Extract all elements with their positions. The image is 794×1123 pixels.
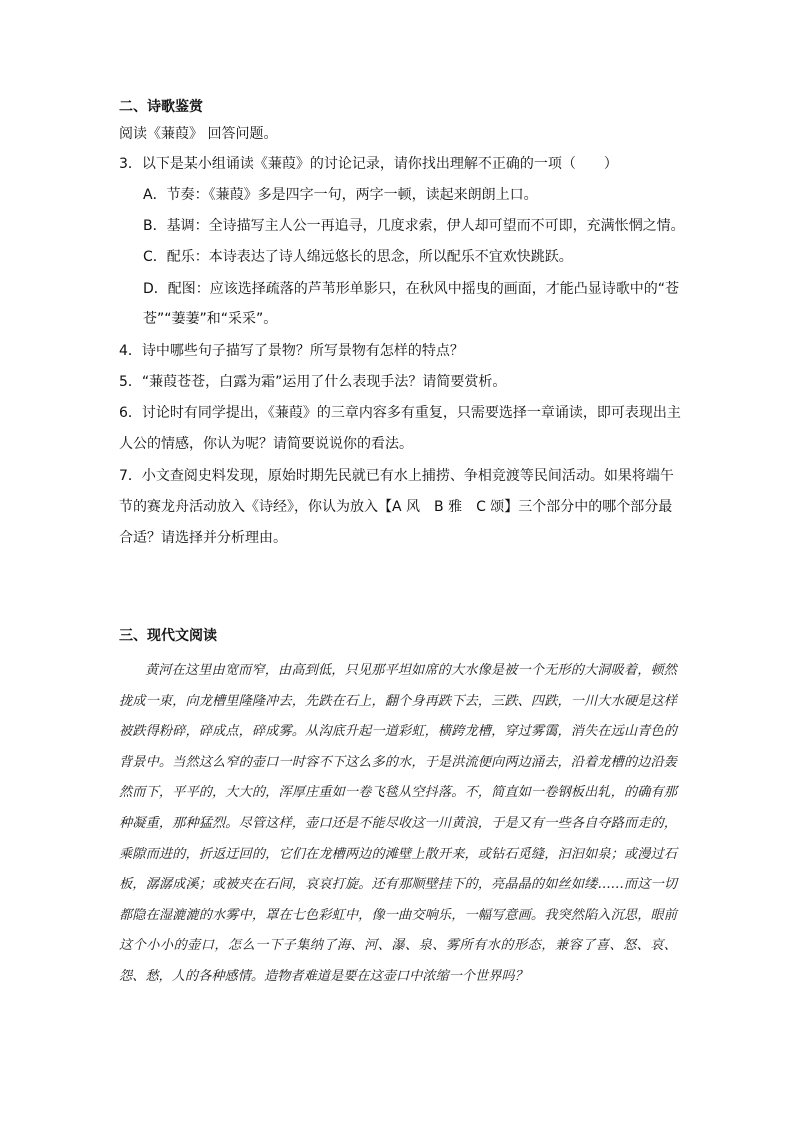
question-3-option-c: C．配乐：本诗表达了诗人绵远悠长的思念，所以配乐不宜欢快跳跃。 (143, 249, 573, 265)
question-7-line1: 7．小文查阅史料发现，原始时期先民就已有水上捕捞、争相竞渡等民间活动。如果将端午 (119, 468, 674, 484)
reading-instruction: 阅读《蒹葭》 回答问题。 (119, 126, 278, 142)
question-3-option-a: A．节奏：《蒹葭》多是四字一句，两字一顿，读起来朗朗上口。 (143, 187, 538, 203)
question-3-option-b: B．基调：全诗描写主人公一再追寻，几度求索，伊人却可望而不可即，充满怅惘之情。 (143, 218, 685, 234)
question-6-line1: 6．讨论时有同学提出，《蒹葭》的三章内容多有重复，只需要选择一章诵读，即可表现出主 (119, 405, 681, 421)
question-4: 4．诗中哪些句子描写了景物？所写景物有怎样的特点？ (119, 343, 464, 359)
question-7-line2: 节的赛龙舟活动放入《诗经》，你认为放入【A 风 B 雅 C 颂】三个部分中的哪个部分最 (119, 499, 673, 515)
question-3-stem: 3．以下是某小组诵读《蒹葭》的讨论记录，请你找出理解不正确的一项（ ） (119, 156, 618, 172)
question-7-line3: 合适？请选择并分析理由。 (119, 530, 287, 546)
question-5: 5．“蒹葭苍苍，白露为霜”运用了什么表现手法？请简要赏析。 (119, 374, 507, 390)
section-heading-modern-reading: 三、现代文阅读 (119, 628, 217, 644)
question-3-option-d-line2: 苍”“萋萋”和“采采”。 (143, 311, 278, 327)
question-6-line2: 人公的情感，你认为呢？请简要说说你的看法。 (119, 436, 413, 452)
question-3-option-d-line1: D．配图：应该选择疏落的芦苇形单影只，在秋风中摇曳的画面，才能凸显诗歌中的“苍 (143, 281, 680, 297)
reading-passage: 黄河在这里由宽而窄，由高到低，只见那平坦如席的大水像是被一个无形的大洞吸着，顿然拢成一束，向龙槽里隆隆冲去，先跌在石上，翻个身再跌下去，三跌、四跌，一川大水硬是这样被跌得粉碎，碎成点，碎成雾。从沟底升起一道彩虹，横跨龙槽，穿过雾霭，消失在远山青色的背景中。当然这么窄的壶口一时容不下这么多的水，于是洪流便向两边涌去，沿着龙槽的边沿轰然而下，平平的，大大的，浑厚庄重如一卷飞毯从空抖落。不，简直如一卷钢板出轧，的确有那种凝重，那种猛烈。尽管这样，壶口还是不能尽收这一川黄浪，于是又有一些各自夺路而走的，乘隙而进的，折返迂回的，它们在龙槽两边的滩壁上散开来，或钻石觅缝，汩汩如泉；或漫过石板，潺潺成溪；或被夹在石间，哀哀打旋。还有那顺壁挂下的，亮晶晶的如丝如缕……而这一切都隐在湿漉漉的水雾中，罩在七色彩虹中，像一曲交响乐，一幅写意画。我突然陷入沉思，眼前这个小小的壶口，怎么一下子集纳了海、河、瀑、泉、雾所有水的形态，兼容了喜、怒、哀、怨、愁，人的各种感情。造物者难道是要在这壶口中浓缩一个世界吗？ (119, 663, 677, 984)
section-heading-poetry: 二、诗歌鉴赏 (119, 99, 203, 115)
